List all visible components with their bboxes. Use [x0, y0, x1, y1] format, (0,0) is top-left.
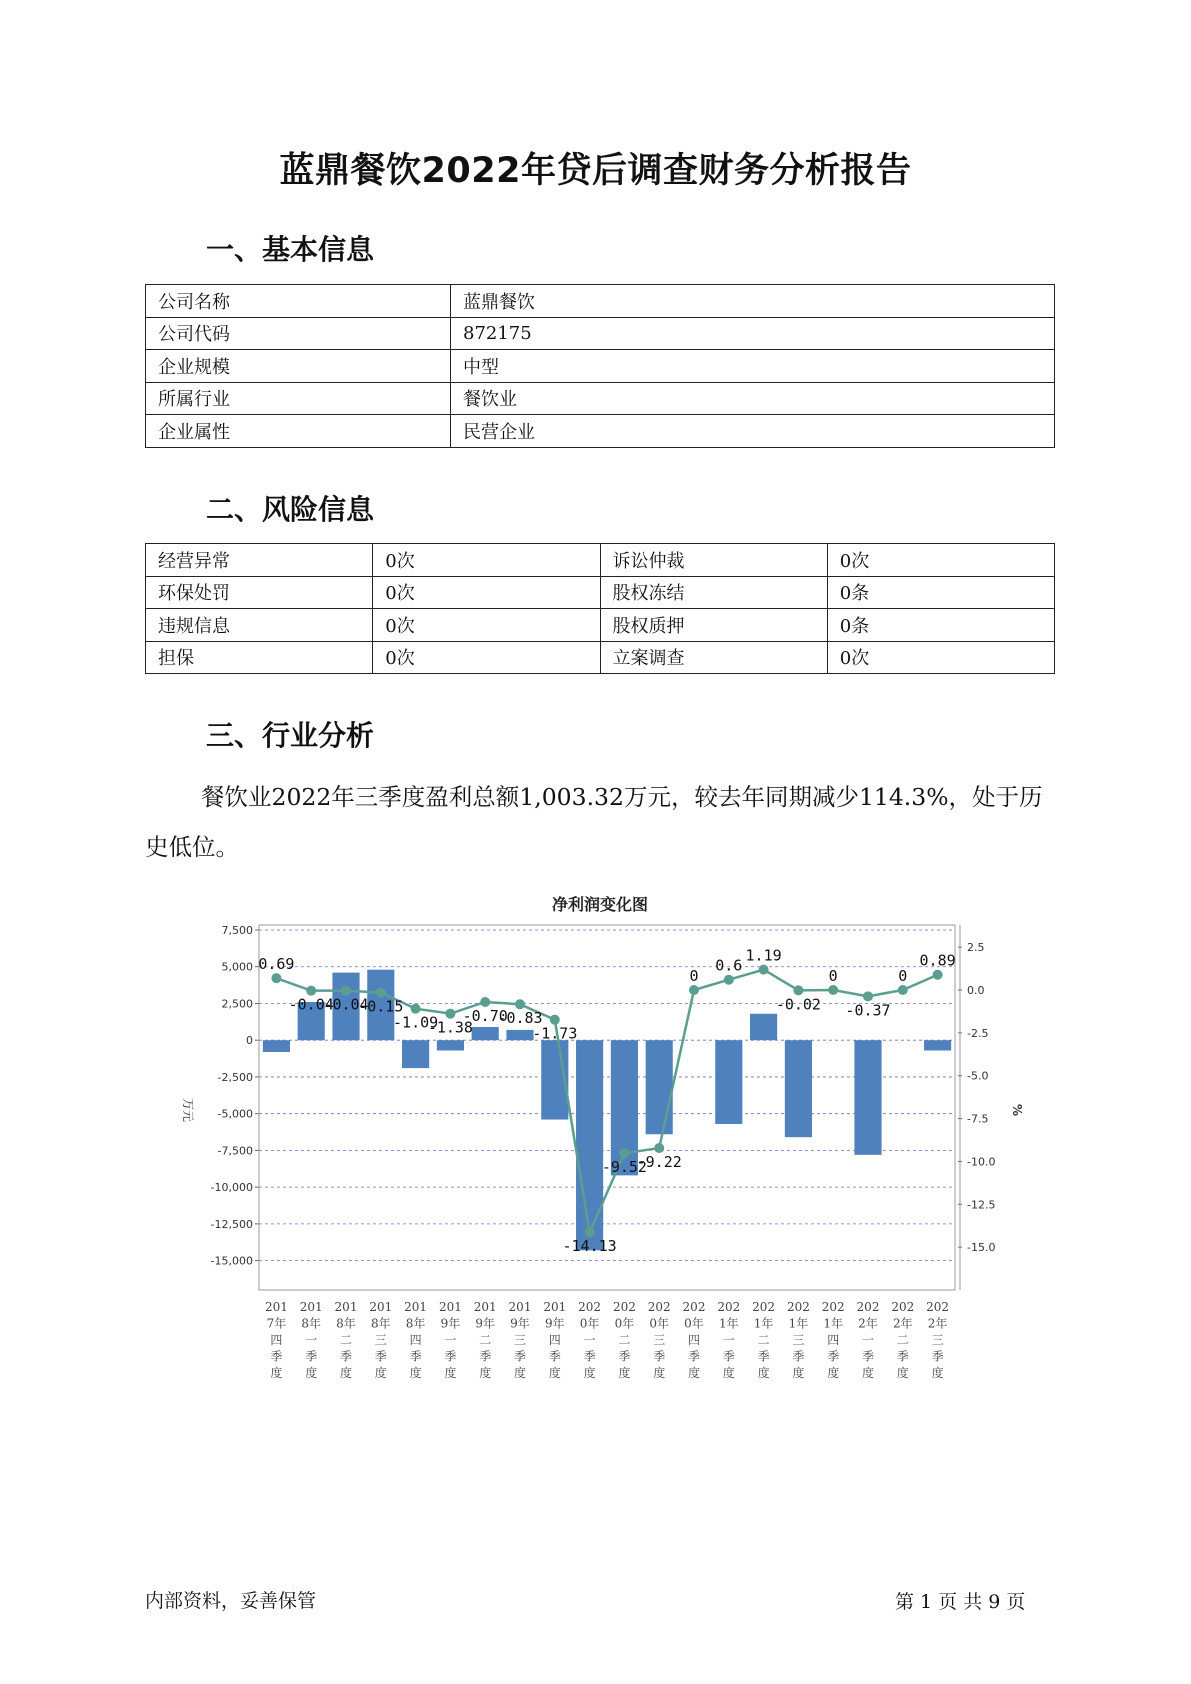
risk-info-value: 0次 [827, 641, 1054, 674]
right-axis-tick-label: -5.0 [967, 1069, 989, 1083]
growth-rate-data-label: -1.09 [393, 1013, 439, 1032]
growth-rate-point [271, 973, 281, 983]
growth-rate-data-label: -1.73 [532, 1024, 578, 1043]
growth-rate-data-label: -0.04 [323, 995, 369, 1014]
x-axis-category-label: 度 [444, 1366, 457, 1380]
growth-rate-point [793, 985, 803, 995]
growth-rate-point [898, 985, 908, 995]
x-axis-category-label: 四 [270, 1333, 283, 1347]
x-axis-category-label: 度 [409, 1366, 422, 1380]
x-axis-category-label: 度 [618, 1366, 631, 1380]
x-axis-category-label: 二 [618, 1333, 631, 1347]
left-axis-tick-label: -15,000 [210, 1254, 253, 1268]
x-axis-category-label: 8年 [301, 1316, 322, 1331]
basic-info-label: 公司代码 [146, 317, 451, 350]
x-axis-category-label: 季 [479, 1349, 492, 1364]
risk-info-table [145, 543, 1055, 674]
risk-info-row [146, 544, 1055, 577]
x-axis-category-label: 三 [374, 1333, 387, 1347]
risk-info-value: 0次 [373, 576, 600, 609]
risk-info-label: 环保处罚 [146, 576, 373, 609]
basic-info-row [146, 382, 1055, 415]
growth-rate-point [480, 997, 490, 1007]
right-axis-tick-label: -2.5 [967, 1026, 989, 1040]
x-axis-category-label: 度 [374, 1366, 387, 1380]
x-axis-category-label: 2年 [892, 1316, 913, 1331]
x-axis-category-label: 季 [409, 1349, 422, 1364]
basic-info-label: 企业属性 [146, 415, 451, 448]
x-axis-category-label: 季 [513, 1349, 527, 1364]
risk-info-row [146, 576, 1055, 609]
left-axis-title: 万元 [181, 1097, 195, 1123]
x-axis-category-label: 1年 [753, 1316, 774, 1331]
footer-page-number: 第 1 页 共 9 页 [895, 1591, 1026, 1613]
x-axis-category-label: 201 [369, 1300, 393, 1314]
x-axis-category-label: 度 [722, 1366, 735, 1380]
growth-rate-data-label: -9.52 [601, 1158, 647, 1177]
growth-rate-point [863, 991, 873, 1001]
x-axis-category-label: 季 [861, 1349, 875, 1364]
basic-info-value: 蓝鼎餐饮 [451, 285, 1055, 318]
bar-net-profit [263, 1040, 290, 1052]
x-axis-category-label: 202 [821, 1300, 845, 1314]
x-axis-category-label: 三 [931, 1333, 944, 1347]
risk-info-label: 股权质押 [600, 609, 827, 642]
growth-rate-data-label: -9.22 [636, 1153, 682, 1172]
growth-rate-data-label: -0.83 [497, 1009, 543, 1028]
industry-analysis-paragraph: 餐饮业2022年三季度盈利总额1,003.32万元，较去年同期减少114.3%，处于历史低位。 [145, 783, 1043, 861]
growth-rate-data-label: -14.13 [562, 1237, 617, 1256]
growth-rate-data-label: 0.89 [919, 951, 956, 970]
x-axis-category-label: 9年 [475, 1316, 496, 1331]
growth-rate-data-label: -0.37 [845, 1001, 891, 1020]
growth-rate-data-label: -0.04 [288, 995, 334, 1014]
x-axis-category-label: 202 [682, 1300, 706, 1314]
bar-net-profit [750, 1014, 777, 1040]
x-axis-category-label: 季 [757, 1349, 770, 1364]
x-axis-category-label: 201 [473, 1300, 497, 1314]
x-axis-category-label: 季 [374, 1349, 387, 1364]
growth-rate-data-label: 0 [689, 967, 699, 985]
growth-rate-point [654, 1143, 664, 1153]
left-axis-tick-label: -5,000 [217, 1107, 253, 1121]
x-axis-category-label: 8年 [336, 1316, 356, 1331]
x-axis-category-label: 0年 [614, 1316, 635, 1331]
growth-rate-data-label: -0.70 [462, 1007, 508, 1025]
x-axis-category-label: 季 [618, 1349, 631, 1364]
x-axis-category-label: 四 [687, 1333, 701, 1347]
basic-info-value: 民营企业 [451, 415, 1055, 448]
x-axis-category-label: 度 [479, 1366, 492, 1380]
x-axis-category-label: 度 [305, 1366, 318, 1380]
bar-net-profit [924, 1040, 951, 1050]
x-axis-category-label: 0年 [684, 1316, 704, 1331]
risk-info-value: 0次 [373, 641, 600, 674]
bar-net-profit [785, 1040, 812, 1137]
left-axis-tick-label: -12,500 [210, 1217, 253, 1231]
x-axis-category-label: 度 [757, 1366, 770, 1380]
bar-net-profit [715, 1040, 742, 1124]
growth-rate-point [515, 999, 525, 1009]
x-axis-category-label: 季 [583, 1349, 596, 1364]
risk-info-label: 股权冻结 [600, 576, 827, 609]
basic-info-table [145, 284, 1055, 448]
left-axis-tick-label: -7,500 [217, 1144, 253, 1158]
x-axis-category-label: 三 [513, 1333, 527, 1347]
x-axis-category-label: 2年 [858, 1316, 878, 1331]
x-axis-category-label: 202 [891, 1300, 915, 1314]
growth-rate-data-label: -1.38 [427, 1018, 473, 1037]
x-axis-category-label: 201 [264, 1300, 288, 1314]
x-axis-category-label: 一 [444, 1333, 457, 1347]
growth-rate-point [828, 985, 838, 995]
basic-info-row [146, 415, 1055, 448]
left-axis-tick-label: -2,500 [217, 1070, 253, 1084]
x-axis-category-label: 202 [752, 1300, 776, 1314]
x-axis-category-label: 度 [896, 1366, 909, 1380]
x-axis-category-label: 二 [896, 1333, 909, 1347]
x-axis-category-label: 1年 [718, 1316, 739, 1331]
growth-rate-point [550, 1015, 560, 1025]
growth-rate-data-label: 0 [828, 967, 838, 985]
x-axis-category-label: 季 [270, 1349, 283, 1364]
x-axis-category-label: 季 [792, 1349, 805, 1364]
basic-info-row [146, 317, 1055, 350]
x-axis-category-label: 9年 [510, 1316, 530, 1331]
x-axis-category-label: 度 [861, 1366, 875, 1380]
x-axis-category-label: 8年 [405, 1316, 426, 1331]
growth-rate-data-label: 0.69 [258, 955, 295, 974]
x-axis-category-label: 度 [792, 1366, 805, 1380]
risk-info-label: 诉讼仲裁 [600, 544, 827, 577]
bar-net-profit [854, 1040, 881, 1155]
x-axis-category-label: 度 [513, 1366, 527, 1380]
left-axis-tick-label: -10,000 [210, 1181, 253, 1195]
growth-rate-point [445, 1009, 455, 1019]
report-title: 蓝鼎餐饮2022年贷后调查财务分析报告 [279, 151, 912, 191]
growth-rate-point [724, 975, 734, 985]
risk-info-label: 担保 [146, 641, 373, 674]
x-axis-category-label: 季 [653, 1349, 666, 1364]
growth-rate-point [306, 986, 316, 996]
right-axis-tick-label: 2.5 [967, 941, 985, 955]
x-axis-category-label: 201 [299, 1300, 323, 1314]
x-axis-category-label: 202 [717, 1300, 741, 1314]
net-profit-chart [170, 885, 1024, 1380]
bar-net-profit [402, 1040, 429, 1068]
x-axis-category-label: 202 [856, 1300, 880, 1314]
x-axis-category-label: 季 [687, 1349, 701, 1364]
x-axis-category-label: 度 [687, 1366, 701, 1380]
x-axis-category-label: 二 [479, 1333, 492, 1347]
x-axis-category-label: 202 [786, 1300, 810, 1314]
growth-rate-point [341, 986, 351, 996]
x-axis-category-label: 季 [444, 1349, 457, 1364]
right-axis-tick-label: 0.0 [967, 984, 985, 997]
growth-rate-point [585, 1227, 595, 1237]
right-axis-tick-label: -7.5 [967, 1112, 989, 1126]
risk-info-value: 0条 [827, 576, 1054, 609]
x-axis-category-label: 9年 [544, 1316, 565, 1331]
risk-info-label: 违规信息 [146, 609, 373, 642]
x-axis-category-label: 一 [305, 1333, 318, 1347]
risk-info-row [146, 609, 1055, 642]
growth-rate-point [933, 970, 943, 980]
basic-info-value: 餐饮业 [451, 382, 1055, 415]
x-axis-category-label: 0年 [649, 1316, 670, 1331]
growth-rate-data-label: -0.15 [358, 997, 404, 1016]
section-heading-basic-info: 一、基本信息 [206, 233, 375, 266]
bar-net-profit [646, 1040, 673, 1134]
plot-area-frame [259, 925, 955, 1290]
basic-info-label: 企业规模 [146, 350, 451, 383]
x-axis-category-label: 一 [861, 1333, 875, 1347]
chart-title: 净利润变化图 [551, 895, 649, 914]
x-axis-category-label: 8年 [370, 1316, 391, 1331]
x-axis-category-label: 度 [548, 1366, 561, 1380]
bar-net-profit [437, 1040, 464, 1050]
x-axis-category-label: 202 [647, 1300, 671, 1314]
right-axis-tick-label: -10.0 [967, 1155, 996, 1169]
x-axis-category-label: 201 [543, 1300, 567, 1314]
x-axis-category-label: 四 [409, 1333, 422, 1347]
section-heading-risk-info: 二、风险信息 [206, 493, 375, 526]
x-axis-category-label: 202 [578, 1300, 602, 1314]
risk-info-value: 0次 [373, 609, 600, 642]
section-heading-industry-analysis: 三、行业分析 [206, 719, 375, 752]
x-axis-category-label: 季 [896, 1349, 909, 1364]
growth-rate-data-label: 0.6 [715, 956, 743, 975]
x-axis-category-label: 7年 [266, 1316, 287, 1331]
risk-info-label: 经营异常 [146, 544, 373, 577]
x-axis-category-label: 四 [827, 1333, 840, 1347]
left-axis-tick-label: 7,500 [221, 924, 253, 937]
bar-net-profit [576, 1040, 603, 1250]
risk-info-label: 立案调查 [600, 641, 827, 674]
x-axis-category-label: 201 [508, 1300, 532, 1314]
x-axis-category-label: 202 [926, 1300, 950, 1314]
x-axis-category-label: 201 [334, 1300, 358, 1314]
x-axis-category-label: 季 [339, 1349, 353, 1364]
x-axis-category-label: 季 [305, 1349, 318, 1364]
x-axis-category-label: 二 [757, 1333, 770, 1347]
x-axis-category-label: 度 [583, 1366, 596, 1380]
x-axis-category-label: 季 [931, 1349, 944, 1364]
growth-rate-data-label: -0.02 [775, 995, 821, 1014]
growth-rate-point [759, 965, 769, 975]
basic-info-label: 所属行业 [146, 382, 451, 415]
x-axis-category-label: 度 [653, 1366, 666, 1380]
left-axis-tick-label: 0 [246, 1034, 253, 1048]
growth-rate-point [619, 1148, 629, 1158]
x-axis-category-label: 一 [583, 1333, 596, 1347]
x-axis-category-label: 一 [722, 1333, 735, 1347]
x-axis-category-label: 季 [722, 1349, 735, 1364]
x-axis-category-label: 度 [827, 1366, 840, 1380]
x-axis-category-label: 201 [438, 1300, 462, 1314]
right-axis-tick-label: -15.0 [967, 1241, 996, 1255]
x-axis-category-label: 度 [931, 1366, 944, 1380]
growth-rate-point [376, 988, 386, 998]
left-axis-tick-label: 5,000 [221, 960, 253, 974]
risk-info-value: 0次 [373, 544, 600, 577]
x-axis-category-label: 三 [792, 1333, 805, 1347]
x-axis-category-label: 1年 [788, 1316, 809, 1331]
basic-info-value: 872175 [451, 317, 1055, 350]
x-axis-category-label: 2年 [927, 1316, 948, 1331]
x-axis-category-label: 季 [827, 1349, 840, 1364]
growth-rate-point [689, 985, 699, 995]
x-axis-category-label: 0年 [579, 1316, 600, 1331]
basic-info-value: 中型 [451, 350, 1055, 383]
basic-info-label: 公司名称 [146, 285, 451, 318]
x-axis-category-label: 度 [339, 1366, 353, 1380]
x-axis-category-label: 9年 [440, 1316, 461, 1331]
growth-rate-data-label: 1.19 [745, 946, 782, 965]
risk-info-value: 0条 [827, 609, 1054, 642]
x-axis-category-label: 四 [548, 1333, 561, 1347]
bar-net-profit [472, 1027, 499, 1040]
risk-info-row [146, 641, 1055, 674]
x-axis-category-label: 度 [270, 1366, 283, 1380]
x-axis-category-label: 202 [612, 1300, 636, 1314]
x-axis-category-label: 1年 [823, 1316, 844, 1331]
x-axis-category-label: 二 [339, 1333, 353, 1347]
growth-rate-data-label: 0 [898, 967, 908, 985]
basic-info-row [146, 350, 1055, 383]
basic-info-row [146, 285, 1055, 318]
right-axis-tick-label: -12.5 [967, 1198, 996, 1212]
risk-info-value: 0次 [827, 544, 1054, 577]
right-axis-title: % [1010, 1103, 1024, 1117]
x-axis-category-label: 季 [548, 1349, 561, 1364]
x-axis-category-label: 201 [404, 1300, 428, 1314]
left-axis-tick-label: 2,500 [221, 997, 253, 1011]
growth-rate-point [411, 1004, 421, 1014]
bar-net-profit [506, 1030, 533, 1040]
x-axis-category-label: 三 [653, 1333, 666, 1347]
footer-confidential-note: 内部资料，妥善保管 [145, 1590, 317, 1612]
